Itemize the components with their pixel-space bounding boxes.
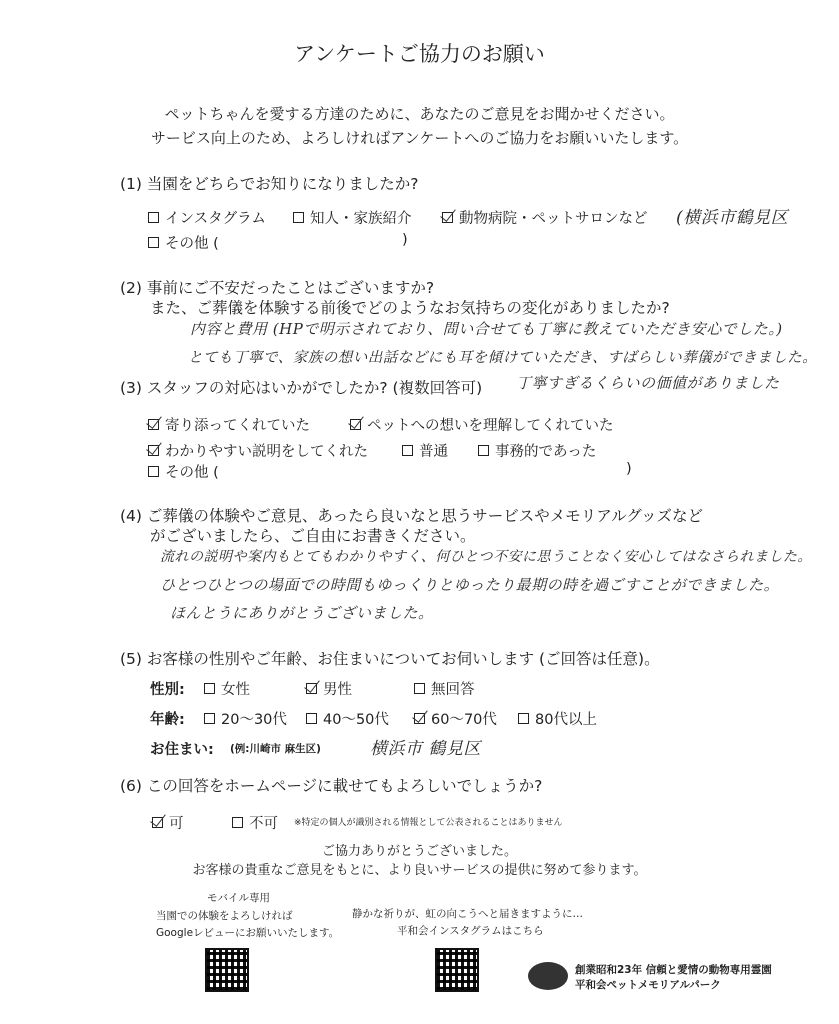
company-tagline: 創業昭和23年 信頼と愛情の動物専用霊園: [575, 964, 772, 976]
age-label: 年齢:: [150, 712, 185, 728]
q4-answer-line-3: ほんとうにありがとうございました。: [170, 604, 434, 622]
checkbox[interactable]: [402, 445, 413, 456]
gender-label: 性別:: [150, 682, 185, 698]
q3-other-close: ): [626, 461, 632, 477]
address-example: (例:川崎市 麻生区): [230, 743, 321, 755]
thanks-line-2: お客様の貴重なご意見をもとに、より良いサービスの提供に努めて参ります。: [192, 863, 647, 878]
q1-option-referral[interactable]: [293, 207, 412, 228]
instagram-text-1: 静かな祈りが、虹の向こうへと届きますように…: [352, 908, 583, 920]
checkbox[interactable]: [414, 683, 425, 694]
q6-option-no[interactable]: [232, 812, 278, 833]
q4-question: (4) ご葬儀の体験やご意見、あったら良いなと思うサービスやメモリアルグッズなど: [120, 507, 704, 525]
q1-option-clinic[interactable]: [442, 207, 648, 228]
checkbox[interactable]: [478, 445, 489, 456]
q3-option-other[interactable]: [148, 461, 219, 482]
option-label: 動物病院・ペットサロンなど: [459, 211, 648, 227]
option-label: 40〜50代: [323, 712, 389, 728]
q6-question: (6) この回答をホームページに載せてもよろしいでしょうか?: [120, 777, 543, 795]
age-option-40-50[interactable]: [306, 708, 389, 729]
option-label: その他 (: [165, 465, 219, 481]
checkbox-checked[interactable]: [148, 419, 159, 430]
q1-other-close: ): [402, 232, 408, 248]
option-label: インスタグラム: [165, 211, 266, 227]
option-label: 寄り添ってくれていた: [165, 418, 310, 434]
option-label: 20〜30代: [221, 712, 287, 728]
instagram-qr-code[interactable]: [435, 948, 479, 992]
checkbox[interactable]: [293, 212, 304, 223]
gender-option-no-answer[interactable]: [414, 678, 475, 699]
q1-question: (1) 当園をどちらでお知りになりましたか?: [120, 175, 419, 193]
checkbox[interactable]: [306, 713, 317, 724]
option-label: 男性: [323, 682, 352, 698]
option-label: 不可: [249, 816, 278, 832]
checkbox-checked[interactable]: [350, 419, 361, 430]
q1-option-other[interactable]: [148, 232, 219, 253]
q6-option-yes[interactable]: [152, 812, 184, 833]
checkbox[interactable]: [148, 212, 159, 223]
checkbox[interactable]: [148, 466, 159, 477]
q3-option-normal[interactable]: [402, 440, 448, 461]
checkbox[interactable]: [204, 713, 215, 724]
option-label: 80代以上: [535, 712, 597, 728]
q3-option-empathetic[interactable]: [148, 414, 310, 435]
address-handwritten-answer: 横浜市 鶴見区: [370, 739, 481, 759]
option-label: 60〜70代: [431, 712, 497, 728]
page-title: アンケートご協力のお願い: [294, 42, 545, 66]
q2-question: (2) 事前にご不安だったことはございますか?: [120, 279, 435, 297]
option-label: ペットへの想いを理解してくれていた: [367, 418, 614, 434]
gender-option-male[interactable]: [306, 678, 352, 699]
checkbox[interactable]: [518, 713, 529, 724]
age-option-60-70[interactable]: [414, 708, 497, 729]
q5-question: (5) お客様の性別やご年齢、お住まいについてお伺いします (ご回答は任意)。: [120, 650, 660, 668]
intro-line-2: サービス向上のため、よろしければアンケートへのご協力をお願いいたします。: [150, 129, 689, 147]
q3-option-clear-explanation[interactable]: [148, 440, 368, 461]
review-text-1: 当園での体験をよろしければ: [156, 910, 293, 922]
option-label: その他 (: [165, 236, 219, 252]
checkbox-checked[interactable]: [152, 817, 163, 828]
checkbox-checked[interactable]: [414, 713, 425, 724]
checkbox-checked[interactable]: [442, 212, 453, 223]
review-text-2: Googleレビューにお願いいたします。: [156, 927, 340, 939]
option-label: 可: [169, 816, 184, 832]
company-logo: [528, 962, 568, 990]
q4-answer-line-2: ひとつひとつの場面での時間もゆっくりとゆったり最期の時を過ごすことができました。: [160, 576, 780, 594]
q1-handwritten-answer: (横浜市鶴見区: [676, 208, 789, 228]
q2-answer-line-1: 内容と費用 (HPで明示されており、問い合せても丁寧に教えていただき安心でした。): [190, 320, 783, 338]
q3-handwritten-answer: 丁寧すぎるくらいの価値がありました: [516, 374, 780, 392]
company-name: 平和会ペットメモリアルパーク: [575, 979, 721, 991]
q3-option-businesslike[interactable]: [478, 440, 596, 461]
q3-question: (3) スタッフの対応はいかがでしたか? (複数回答可): [120, 379, 483, 397]
thanks-line-1: ご協力ありがとうございました。: [321, 844, 517, 859]
option-label: 無回答: [431, 682, 475, 698]
q4-answer-line-1: 流れの説明や案内もとてもわかりやすく、何ひとつ不安に思うことなく安心してはなさられました。: [160, 549, 812, 565]
instagram-text-2: 平和会インスタグラムはこちら: [397, 925, 544, 937]
gender-option-female[interactable]: [204, 678, 250, 699]
option-label: 事務的であった: [495, 444, 597, 460]
q2-answer-line-2: とても丁寧で、家族の想い出話などにも耳を傾けていただき、すばらしい葬儀ができました。: [188, 350, 818, 366]
mobile-only-label: モバイル専用: [207, 892, 270, 904]
address-label: お住まい:: [150, 742, 214, 758]
option-label: 知人・家族紹介: [310, 211, 412, 227]
intro-line-1: ペットちゃんを愛する方達のために、あなたのご意見をお聞かせください。: [164, 105, 675, 123]
q4-question-2: がございましたら、ご自由にお書きください。: [150, 527, 476, 545]
checkbox-checked[interactable]: [306, 683, 317, 694]
checkbox[interactable]: [204, 683, 215, 694]
q1-option-instagram[interactable]: [148, 207, 266, 228]
option-label: わかりやすい説明をしてくれた: [165, 444, 368, 460]
option-label: 女性: [221, 682, 250, 698]
checkbox[interactable]: [232, 817, 243, 828]
q2-question-2: また、ご葬儀を体験する前後でどのようなお気持ちの変化がありましたか?: [150, 299, 670, 317]
age-option-20-30[interactable]: [204, 708, 287, 729]
privacy-note: ※特定の個人が識別される情報として公表されることはありません: [294, 818, 563, 828]
age-option-80-plus[interactable]: [518, 708, 597, 729]
option-label: 普通: [419, 444, 448, 460]
checkbox[interactable]: [148, 237, 159, 248]
google-review-qr-code[interactable]: [205, 948, 249, 992]
checkbox-checked[interactable]: [148, 445, 159, 456]
q3-option-understanding[interactable]: [350, 414, 614, 435]
